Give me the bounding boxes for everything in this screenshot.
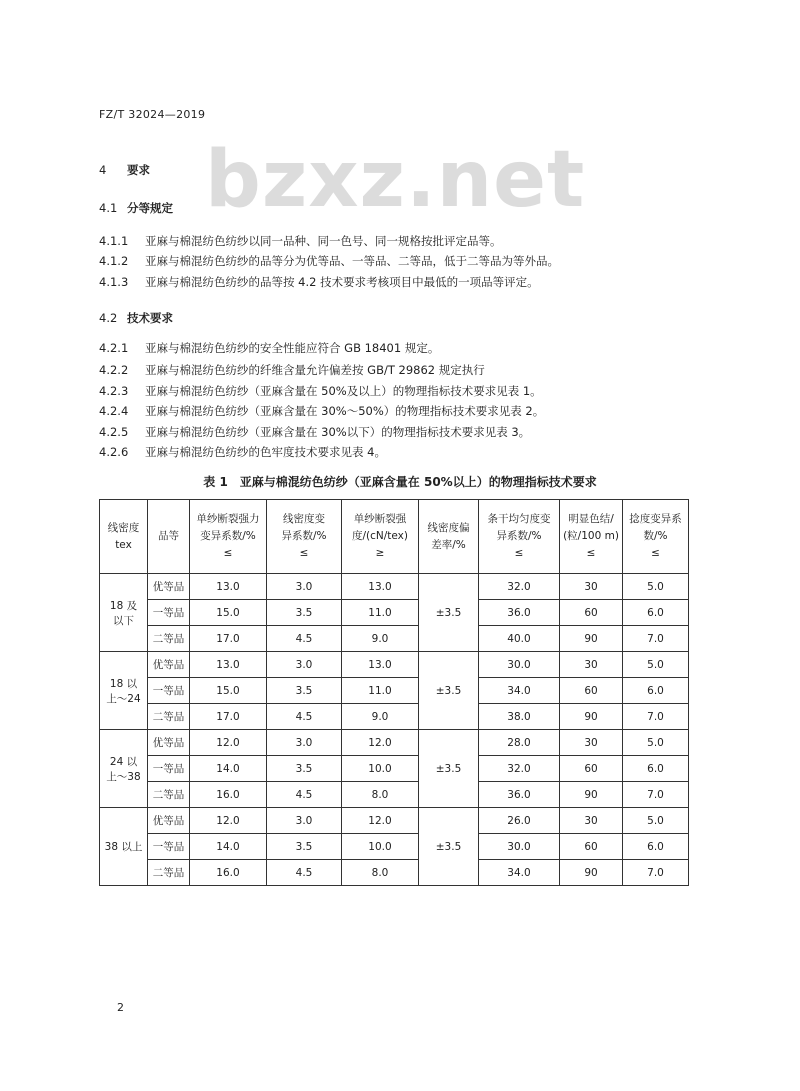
- value-cell: 90: [560, 782, 623, 808]
- value-cell: 30: [560, 808, 623, 834]
- value-cell: 38.0: [479, 704, 560, 730]
- section-number: 4.1.2: [99, 254, 129, 268]
- document-code: FZ/T 32024—2019: [99, 108, 206, 121]
- value-cell: 9.0: [342, 626, 419, 652]
- value-cell: 4.5: [267, 704, 342, 730]
- value-cell: 7.0: [623, 860, 689, 886]
- value-cell: 13.0: [342, 652, 419, 678]
- value-cell: 12.0: [190, 730, 267, 756]
- value-cell: 3.5: [267, 678, 342, 704]
- header-line: 单纱断裂强力: [196, 513, 260, 525]
- table-row: [100, 730, 689, 756]
- value-cell: 90: [560, 704, 623, 730]
- value-cell: 16.0: [190, 860, 267, 886]
- table-row: [100, 834, 689, 860]
- value-cell: 7.0: [623, 704, 689, 730]
- value-cell: 3.5: [267, 834, 342, 860]
- density-cell: [100, 652, 148, 730]
- value-cell: 12.0: [342, 730, 419, 756]
- deviation-cell: ±3.5: [419, 652, 479, 730]
- header-line: 异系数/%: [281, 530, 327, 542]
- table-row: [100, 652, 689, 678]
- column-header: [560, 500, 623, 574]
- header-line: ≤: [651, 547, 660, 559]
- value-cell: 14.0: [190, 834, 267, 860]
- value-cell: 60: [560, 834, 623, 860]
- header-line: (粒/100 m): [563, 530, 619, 542]
- value-cell: 36.0: [479, 782, 560, 808]
- header-line: ≤: [586, 547, 596, 559]
- value-cell: 90: [560, 860, 623, 886]
- section-4-2-6: [99, 444, 386, 460]
- column-header: [190, 500, 267, 574]
- value-cell: 5.0: [623, 730, 689, 756]
- table-row: [100, 808, 689, 834]
- grade-cell: 优等品: [148, 808, 190, 834]
- value-cell: 11.0: [342, 600, 419, 626]
- value-cell: 28.0: [479, 730, 560, 756]
- header-line: 线密度偏: [427, 521, 470, 534]
- grade-cell: 优等品: [148, 730, 190, 756]
- clause-text: 亚麻与棉混纺色纺纱（亚麻含量在 30%以下）的物理指标技术要求见表 3。: [145, 425, 531, 439]
- value-cell: 60: [560, 678, 623, 704]
- column-header: [419, 500, 479, 574]
- value-cell: 4.5: [267, 782, 342, 808]
- table-header-row: [100, 500, 689, 574]
- section-4-1: [99, 200, 173, 216]
- value-cell: 13.0: [190, 574, 267, 600]
- clause-text: 亚麻与棉混纺色纺纱的色牢度技术要求见表 4。: [145, 445, 386, 459]
- table-row: [100, 704, 689, 730]
- value-cell: 3.0: [267, 574, 342, 600]
- table-row: [100, 860, 689, 886]
- header-line: tex: [115, 538, 132, 551]
- column-header: [100, 500, 148, 574]
- value-cell: 34.0: [479, 860, 560, 886]
- section-number: 4.1.1: [99, 234, 129, 248]
- section-4-2: [99, 310, 173, 326]
- value-cell: 7.0: [623, 782, 689, 808]
- value-cell: 13.0: [190, 652, 267, 678]
- section-4-1-1: [99, 233, 502, 249]
- value-cell: 30: [560, 652, 623, 678]
- clause-text: 亚麻与棉混纺色纺纱的品等按 4.2 技术要求考核项目中最低的一项品等评定。: [145, 275, 539, 289]
- value-cell: 15.0: [190, 600, 267, 626]
- header-line: 差率/%: [431, 538, 466, 551]
- density-line: 18 及: [109, 599, 138, 612]
- deviation-cell: ±3.5: [419, 730, 479, 808]
- table-caption: 表 1 亚麻与棉混纺色纺纱（亚麻含量在 50%以上）的物理指标技术要求: [203, 475, 597, 489]
- column-header: [479, 500, 560, 574]
- value-cell: 40.0: [479, 626, 560, 652]
- value-cell: 12.0: [342, 808, 419, 834]
- header-line: 明显色结/: [568, 513, 614, 525]
- section-number: 4.1.3: [99, 275, 129, 289]
- header-line: 异系数/%: [496, 530, 542, 542]
- density-line: 18 以: [109, 677, 138, 690]
- value-cell: 10.0: [342, 756, 419, 782]
- header-line: ≥: [375, 547, 385, 559]
- value-cell: 7.0: [623, 626, 689, 652]
- section-heading: 技术要求: [127, 311, 173, 325]
- column-header: [148, 500, 190, 574]
- value-cell: 32.0: [479, 574, 560, 600]
- page-number: 2: [117, 1001, 124, 1014]
- value-cell: 13.0: [342, 574, 419, 600]
- section-4-1-3: [99, 274, 539, 290]
- column-header: [342, 500, 419, 574]
- section-number: 4: [99, 163, 107, 177]
- section-4-2-2: [99, 362, 485, 378]
- section-4-2-1: [99, 340, 439, 356]
- value-cell: 30: [560, 730, 623, 756]
- header-line: 条干均匀度变: [487, 513, 551, 525]
- grade-cell: 二等品: [148, 704, 190, 730]
- table-row: [100, 600, 689, 626]
- header-line: 线密度变: [283, 513, 325, 525]
- section-number: 4.2: [99, 311, 118, 325]
- section-number: 4.2.3: [99, 384, 129, 398]
- value-cell: 3.5: [267, 756, 342, 782]
- density-cell: [100, 808, 148, 886]
- grade-cell: 优等品: [148, 652, 190, 678]
- value-cell: 14.0: [190, 756, 267, 782]
- clause-text: 亚麻与棉混纺色纺纱以同一品种、同一色号、同一规格按批评定品等。: [145, 234, 502, 248]
- table-row: [100, 626, 689, 652]
- value-cell: 32.0: [479, 756, 560, 782]
- value-cell: 3.0: [267, 652, 342, 678]
- header-line: ≤: [299, 547, 309, 559]
- header-line: 数/%: [643, 530, 668, 542]
- value-cell: 10.0: [342, 834, 419, 860]
- value-cell: 6.0: [623, 678, 689, 704]
- section-number: 4.1: [99, 201, 118, 215]
- spec-table: [99, 499, 689, 886]
- value-cell: 8.0: [342, 782, 419, 808]
- section-number: 4.2.6: [99, 445, 129, 459]
- clause-text: 亚麻与棉混纺色纺纱的纤维含量允许偏差按 GB/T 29862 规定执行: [145, 363, 485, 377]
- header-line: 单纱断裂强: [353, 513, 407, 525]
- value-cell: 36.0: [479, 600, 560, 626]
- density-line: 24 以: [109, 755, 138, 768]
- value-cell: 30.0: [479, 652, 560, 678]
- section-number: 4.2.1: [99, 341, 129, 355]
- table-row: [100, 782, 689, 808]
- density-cell: [100, 730, 148, 808]
- value-cell: 3.5: [267, 600, 342, 626]
- value-cell: 6.0: [623, 756, 689, 782]
- grade-cell: 一等品: [148, 834, 190, 860]
- section-4-2-3: [99, 383, 542, 399]
- header-line: 品等: [158, 530, 179, 542]
- section-heading: 分等规定: [127, 201, 173, 215]
- table-row: [100, 574, 689, 600]
- section-4-2-5: [99, 424, 530, 440]
- clause-text: 亚麻与棉混纺色纺纱的品等分为优等品、一等品、二等品，低于二等品为等外品。: [145, 254, 559, 268]
- grade-cell: 一等品: [148, 756, 190, 782]
- value-cell: 60: [560, 600, 623, 626]
- header-line: 捻度变异系: [629, 513, 682, 525]
- header-line: 线密度: [107, 521, 140, 534]
- value-cell: 3.0: [267, 808, 342, 834]
- value-cell: 3.0: [267, 730, 342, 756]
- value-cell: 6.0: [623, 600, 689, 626]
- value-cell: 26.0: [479, 808, 560, 834]
- section-heading: 要求: [127, 163, 150, 177]
- table-row: [100, 678, 689, 704]
- value-cell: 16.0: [190, 782, 267, 808]
- value-cell: 17.0: [190, 704, 267, 730]
- header-line: 变异系数/%: [200, 530, 256, 542]
- grade-cell: 二等品: [148, 626, 190, 652]
- value-cell: 30: [560, 574, 623, 600]
- section-number: 4.2.2: [99, 363, 129, 377]
- value-cell: 11.0: [342, 678, 419, 704]
- clause-text: 亚麻与棉混纺色纺纱（亚麻含量在 30%～50%）的物理指标技术要求见表 2。: [145, 404, 545, 418]
- clause-text: 亚麻与棉混纺色纺纱的安全性能应符合 GB 18401 规定。: [145, 341, 440, 355]
- deviation-cell: ±3.5: [419, 574, 479, 652]
- clause-text: 亚麻与棉混纺色纺纱（亚麻含量在 50%及以上）的物理指标技术要求见表 1。: [145, 384, 542, 398]
- density-line: 以下: [113, 614, 134, 627]
- watermark: bzxz.net: [205, 135, 586, 225]
- density-line: 上～38: [106, 770, 141, 783]
- value-cell: 17.0: [190, 626, 267, 652]
- value-cell: 5.0: [623, 808, 689, 834]
- value-cell: 30.0: [479, 834, 560, 860]
- section-number: 4.2.4: [99, 404, 129, 418]
- grade-cell: 一等品: [148, 678, 190, 704]
- grade-cell: 二等品: [148, 860, 190, 886]
- grade-cell: 二等品: [148, 782, 190, 808]
- column-header: [267, 500, 342, 574]
- section-4: [99, 162, 150, 178]
- value-cell: 4.5: [267, 860, 342, 886]
- value-cell: 15.0: [190, 678, 267, 704]
- density-cell: [100, 574, 148, 652]
- deviation-cell: ±3.5: [419, 808, 479, 886]
- value-cell: 4.5: [267, 626, 342, 652]
- grade-cell: 优等品: [148, 574, 190, 600]
- density-line: 38 以上: [104, 841, 143, 853]
- section-4-1-2: [99, 253, 559, 269]
- value-cell: 9.0: [342, 704, 419, 730]
- section-number: 4.2.5: [99, 425, 129, 439]
- column-header: [623, 500, 689, 574]
- header-line: ≤: [514, 547, 524, 559]
- value-cell: 34.0: [479, 678, 560, 704]
- grade-cell: 一等品: [148, 600, 190, 626]
- header-line: ≤: [223, 547, 233, 559]
- value-cell: 8.0: [342, 860, 419, 886]
- section-4-2-4: [99, 403, 544, 419]
- density-line: 上～24: [106, 692, 141, 705]
- value-cell: 6.0: [623, 834, 689, 860]
- value-cell: 5.0: [623, 574, 689, 600]
- table-row: [100, 756, 689, 782]
- value-cell: 5.0: [623, 652, 689, 678]
- header-line: 度/(cN/tex): [351, 530, 408, 542]
- value-cell: 90: [560, 626, 623, 652]
- value-cell: 60: [560, 756, 623, 782]
- value-cell: 12.0: [190, 808, 267, 834]
